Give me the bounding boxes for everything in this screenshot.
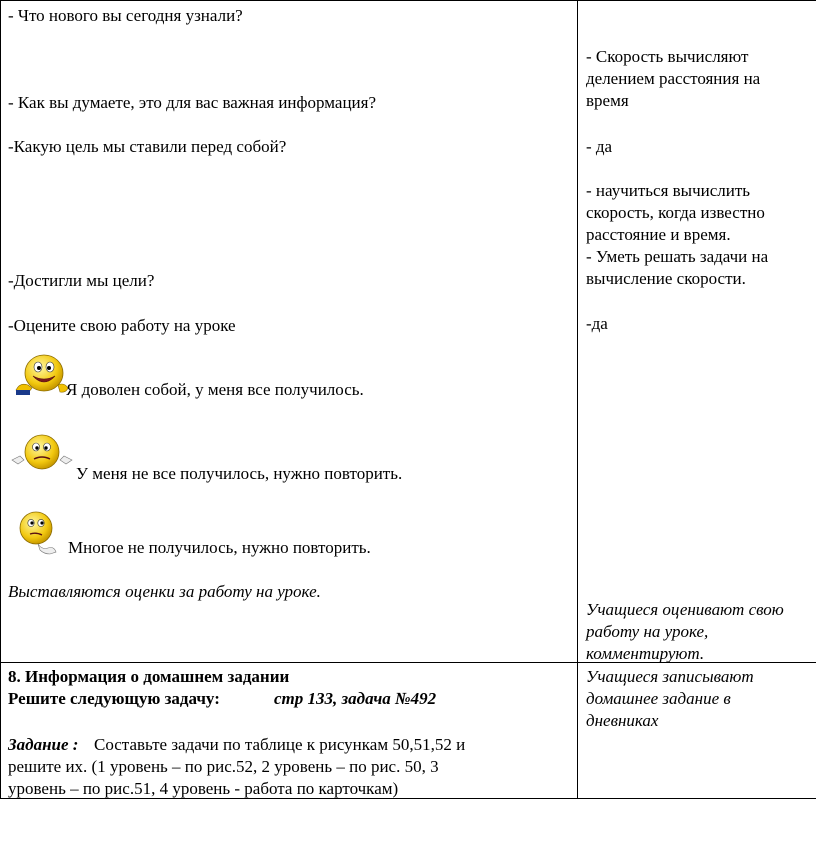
answer-achieved: -да	[586, 314, 608, 333]
question-important-info: - Как вы думаете, это для вас важная информация?	[8, 93, 377, 112]
answer-goal-line2: скорость, когда известно	[586, 203, 765, 222]
answer-goal-line3: расстояние и время.	[586, 225, 731, 244]
shrugging-smiley-icon	[8, 430, 76, 476]
homework-task-line3: уровень – по рис.51, 4 уровень - работа по карточкам)	[8, 779, 399, 798]
homework-students-line2: домашнее задание в	[586, 689, 731, 708]
grades-note: Выставляются оценки за работу на уроке.	[8, 582, 321, 601]
answer-yes: - да	[586, 137, 613, 156]
answer-speed-line1: - Скорость вычисляют	[586, 47, 749, 66]
thinking-smiley-icon	[12, 510, 66, 556]
homework-task-line1: Составьте задачи по таблице к рисункам 50,51,52 и	[94, 735, 466, 754]
answer-goal-line4: - Уметь решать задачи на	[586, 247, 769, 266]
students-assess-line2: работу на уроке,	[586, 622, 709, 641]
homework-solve-reference: стр 133, задача №492	[274, 689, 437, 708]
homework-task-line2: решите их. (1 уровень – по рис.52, 2 уровень – по рис. 50, 3	[8, 757, 439, 776]
homework-task-label: Задание :	[8, 735, 79, 754]
happy-smiley-icon	[8, 352, 70, 398]
question-self-assessment: -Оцените свою работу на уроке	[8, 316, 236, 335]
question-new-learned: - Что нового вы сегодня узнали?	[8, 6, 243, 25]
homework-students-line1: Учащиеся записывают	[586, 667, 754, 686]
answer-speed-line3: время	[586, 91, 629, 110]
table-column-divider	[577, 0, 578, 799]
answer-goal-line5: вычисление скорости.	[586, 269, 746, 288]
students-assess-line1: Учащиеся оценивают свою	[586, 600, 784, 619]
table-border-left	[0, 0, 1, 799]
answer-goal-line1: - научиться вычислить	[586, 181, 751, 200]
answer-speed-line2: делением расстояния на	[586, 69, 761, 88]
rating-mid-text: У меня не все получилось, нужно повторить.	[76, 464, 403, 483]
homework-students-line3: дневниках	[586, 711, 659, 730]
question-goal: -Какую цель мы ставили перед собой?	[8, 137, 287, 156]
table-border-top	[0, 0, 816, 1]
students-assess-line3: комментируют.	[586, 644, 705, 663]
homework-solve-label: Решите следующую задачу:	[8, 689, 220, 708]
homework-heading: 8. Информация о домашнем задании	[8, 667, 290, 686]
rating-good-text: Я доволен собой, у меня все получилось.	[66, 380, 364, 399]
rating-bad-text: Многое не получилось, нужно повторить.	[68, 538, 371, 557]
question-goal-achieved: -Достигли мы цели?	[8, 271, 155, 290]
